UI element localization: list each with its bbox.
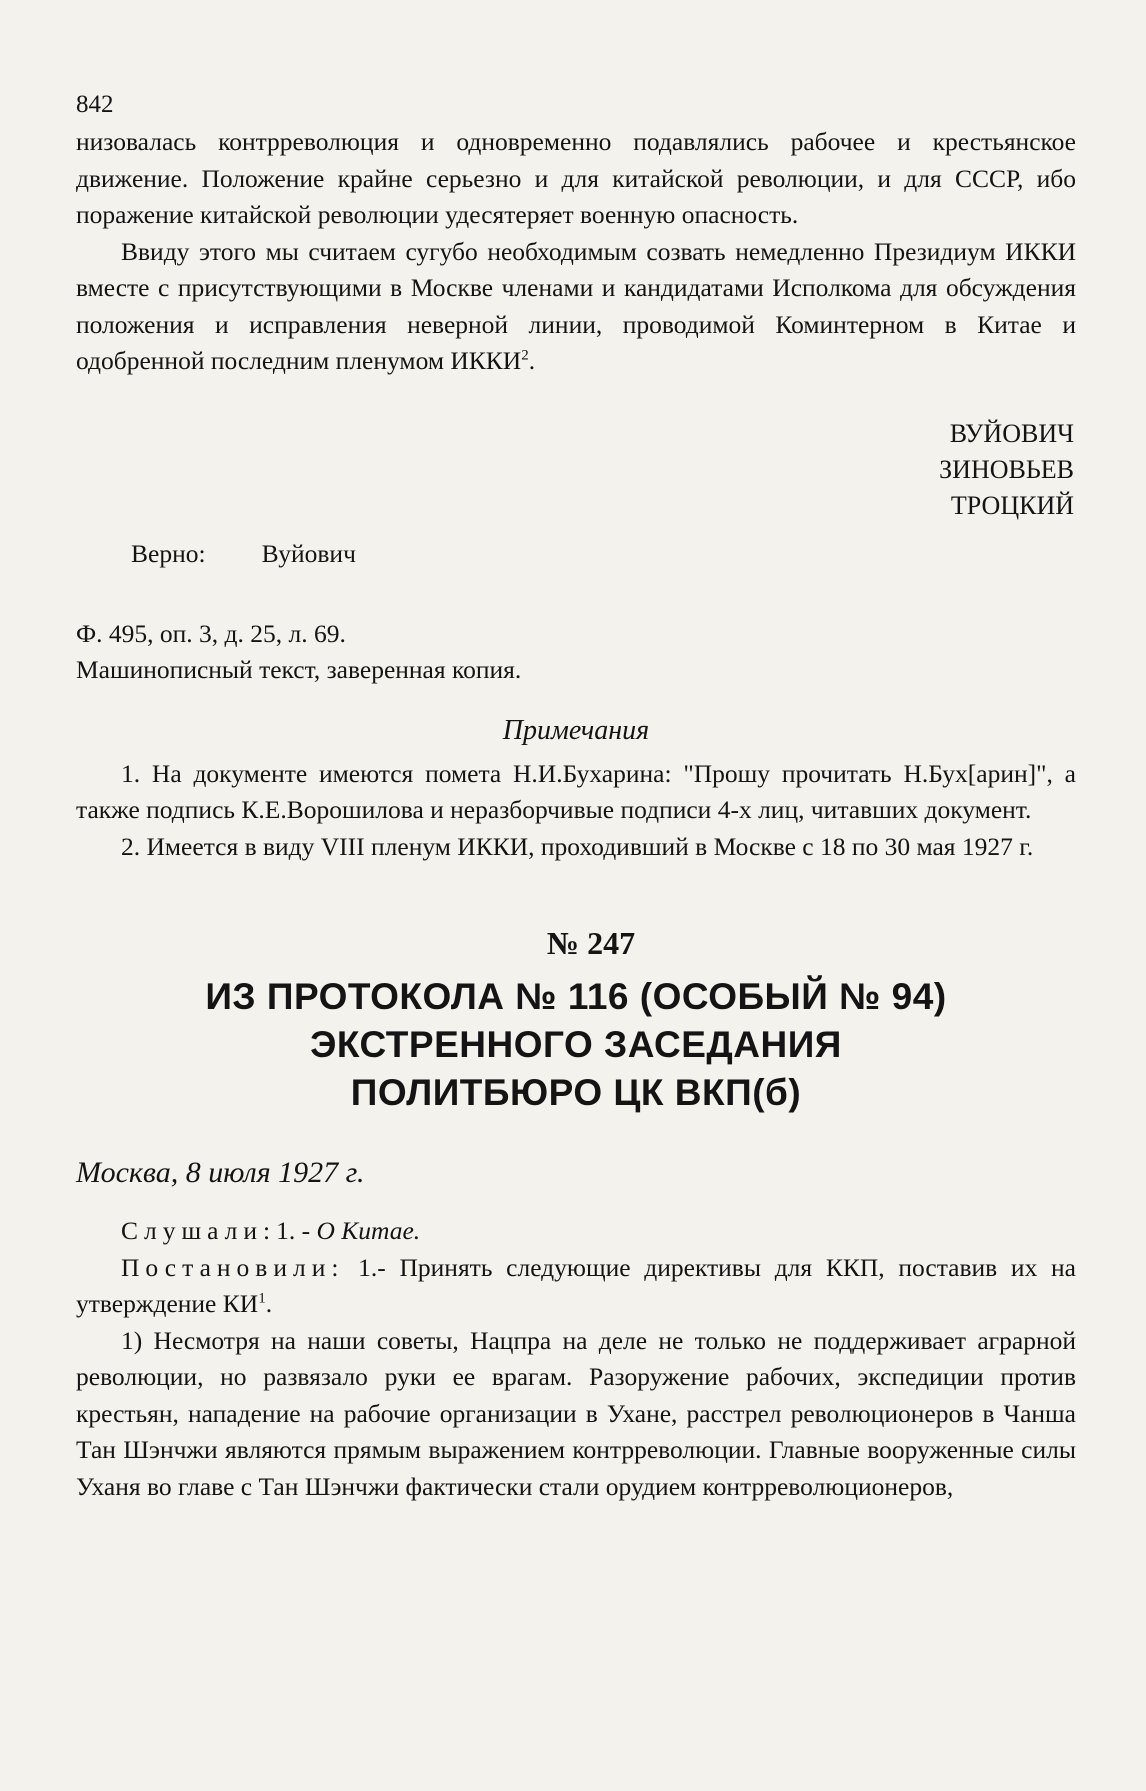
verification-signer: Вуйович (261, 538, 356, 568)
document-page (76, 90, 1076, 1505)
heard-topic: О Китае. (316, 1216, 421, 1245)
footnote-ref-2: 2 (521, 347, 529, 364)
signer-name: ТРОЦКИЙ (950, 490, 1074, 520)
document-title (76, 973, 1076, 1117)
resolved-text: 1.- Принять следующие директивы для ККП, поставив их на утверждение КИ (76, 1252, 1076, 1318)
document-title-line: ИЗ ПРОТОКОЛА № 116 (ОСОБЫЙ № 94) (205, 976, 947, 1017)
signers-block (76, 416, 1076, 524)
notes-title: Примечания (502, 714, 650, 746)
signer-name: ВУЙОВИЧ (949, 418, 1074, 448)
heard-line: Слушали:1. - О Китае. (121, 1216, 421, 1245)
page-number: 842 (76, 91, 114, 118)
verification-line (131, 536, 1076, 572)
heard-label: Слушали: (121, 1216, 277, 1245)
body-paragraph-2: Ввиду этого мы считаем сугубо необходимым созвать немедленно Президиум ИККИ вместе с присутствующими в Москве членами и кандидатами Исполкома для обсуждения положения и исправления неверной линии, проводимой Коминтерном в Китае и одобренной последним пленумом ИККИ$^2$. (76, 236, 1076, 375)
body-paragraph-2-text: Ввиду этого мы считаем сугубо необходимым созвать немедленно Президиум ИККИ вместе с присутствующими в Москве членами и кандидатами Исполкома для обсуждения положения и исправления неверной линии, проводимой Коминтерном в Китае и одобренной последним пленумом ИККИ (76, 236, 1076, 375)
place-date: Москва, 8 июля 1927 г. (76, 1156, 365, 1189)
archive-description: Машинописный текст, заверенная копия. (76, 654, 522, 684)
document-title-line: ПОЛИТБЮРО ЦК ВКП(б) (350, 1072, 802, 1113)
directive-point-1: 1) Несмотря на наши советы, Нацпра на деле не только не поддерживает аграрной революции, но развязало руки ее врагам. Разоружение рабочих, экспедиции против крестьян, нападение на рабочие организации в Ухане, расстрел революционеров в Чанша Тан Шэнчжи являются прямым выражением контрреволюции. Главные вооруженные силы Уханя во главе с Тан Шэнчжи фактически стали орудием контрреволюционеров, (76, 1325, 1076, 1501)
note-item: 2. Имеется в виду VIII пленум ИККИ, проходивший в Москве с 18 по 30 мая 1927 г. (121, 831, 1034, 861)
resolved-line: Постановили: 1.- Принять следующие директивы для ККП, поставив их на утверждение $КИ^1$. (76, 1252, 1076, 1318)
document-number: № 247 (546, 925, 636, 961)
archive-info (76, 616, 1076, 688)
archive-reference: Ф. 495, оп. 3, д. 25, л. 69. (76, 618, 346, 648)
document-title-line: ЭКСТРЕННОГО ЗАСЕДАНИЯ (310, 1024, 842, 1065)
note-item: 1. На документе имеются помета Н.И.Бухарина: "Прошу прочитать Н.Бух[арин]", а также подпись К.Е.Ворошилова и неразборчивые подписи 4-х лиц, читавших документ. (76, 758, 1076, 824)
footnote-ref-1: 1 (258, 1290, 266, 1307)
signer-name: ЗИНОВЬЕВ (939, 454, 1074, 484)
body-paragraph-1: низовалась контрреволюция и одновременно подавлялись рабочее и крестьянское движение. Положение крайне серьезно и для китайской революции, и для СССР, ибо поражение китайской революции удесятеряет военную опасность. (76, 127, 1076, 229)
verification-label: Верно: (131, 538, 206, 568)
resolved-label: Постановили: (121, 1252, 345, 1282)
resolution-block (76, 1213, 1076, 1505)
heard-number: 1. (276, 1216, 296, 1245)
